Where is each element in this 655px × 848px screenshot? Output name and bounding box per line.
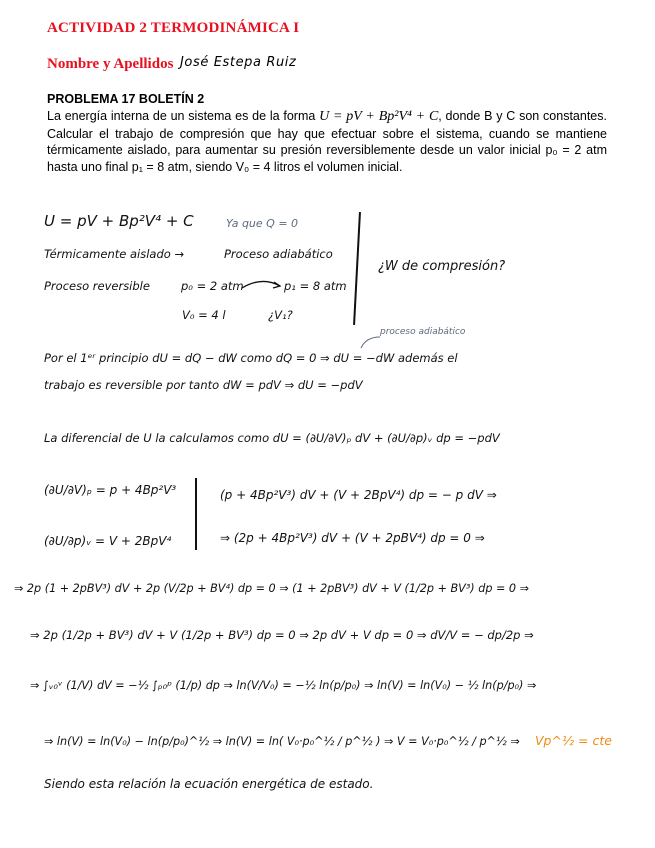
activity-title: ACTIVIDAD 2 TERMODINÁMICA I <box>47 20 300 36</box>
brace-line <box>195 478 197 550</box>
statement-part-b: , donde B y C son constantes. Calcular el trabajo de compresión que hay que efectuar sobre el sistema, cuando se mantiene térmicamente aislado, para aumentar su presión reversiblemente desde un valor inicial p₀ = 2 atm hasta uno final p₁ = 8 atm, siendo V₀ = 4 litros el volumen inicial. <box>47 109 607 174</box>
annotation-adiabatic: proceso adiabático <box>380 327 466 337</box>
name-label: Nombre y Apellidos <box>47 56 174 72</box>
differential-line: La diferencial de U la calculamos como dU = (∂U/∂V)ₚ dV + (∂U/∂p)ᵥ dp = −pdV <box>44 431 500 445</box>
separator-line <box>353 212 361 325</box>
problem-title: PROBLEMA 17 BOLETÍN 2 <box>47 92 205 106</box>
partial-u-v: (∂U/∂V)ₚ = p + 4Bp²V³ <box>44 483 177 497</box>
separable-line: ⇒ 2p (1/2p + BV³) dV + V (1/2p + BV³) dp = 0 ⇒ 2p dV + V dp = 0 ⇒ dV/V = − dp/2p ⇒ <box>30 628 534 642</box>
factorized-line: ⇒ 2p (1 + 2pBV³) dV + 2p (V/2p + BV⁴) dp = 0 ⇒ (1 + 2pBV³) dV + V (1/2p + BV³) dp = 0 ⇒ <box>14 582 529 595</box>
note-p0: p₀ = 2 atm <box>181 279 244 293</box>
note-reversible: Proceso reversible <box>44 279 150 293</box>
integration-line: ⇒ ∫ᵥ₀ᵛ (1/V) dV = −½ ∫ₚ₀ᵖ (1/p) dp ⇒ ln(V/V₀) = −½ ln(p/p₀) ⇒ ln(V) = ln(V₀) − ½ ln(p/p₀) ⇒ <box>30 679 537 692</box>
arrow-icon <box>240 276 284 292</box>
substitution-line: (p + 4Bp²V³) dV + (V + 2BpV⁴) dp = − p dV ⇒ <box>220 488 497 502</box>
note-thermally-isolated: Térmicamente aislado → <box>44 247 185 261</box>
reversible-work-line: trabajo es reversible por tanto dW = pdV ⇒ dU = −pdV <box>44 378 363 392</box>
partial-u-p: (∂U/∂p)ᵥ = V + 2BpV⁴ <box>44 534 172 548</box>
statement-part-a: La energía interna de un sistema es de la forma <box>47 109 320 123</box>
result-equation: Vp^½ = cte <box>535 733 612 748</box>
student-name: José Estepa Ruiz <box>180 55 297 70</box>
simplified-line: ⇒ (2p + 4Bp²V³) dV + (V + 2pBV⁴) dp = 0 ⇒ <box>220 531 485 545</box>
question-work: ¿W de compresión? <box>378 259 506 274</box>
note-p1: p₁ = 8 atm <box>284 279 347 293</box>
note-v0: V₀ = 4 l <box>182 308 226 322</box>
note-adiabatic: Proceso adiabático <box>224 247 333 261</box>
statement-equation: U = pV + Bp²V⁴ + C <box>319 109 439 124</box>
energy-equation: U = pV + Bp²V⁴ + C <box>44 212 194 230</box>
note-q-zero: Ya que Q = 0 <box>226 217 299 230</box>
note-v1: ¿V₁? <box>268 308 293 322</box>
final-derivation-line: ⇒ ln(V) = ln(V₀) − ln(p/p₀)^½ ⇒ ln(V) = ln( V₀·p₀^½ / p^½ ) ⇒ V = V₀·p₀^½ / p^½ ⇒ <box>44 735 520 748</box>
first-principle-line: Por el 1ᵉʳ principio dU = dQ − dW como dQ = 0 ⇒ dU = −dW además el <box>44 351 458 365</box>
conclusion-line: Siendo esta relación la ecuación energética de estado. <box>44 777 374 791</box>
annotation-pointer-icon <box>358 334 382 350</box>
problem-statement <box>47 108 607 175</box>
